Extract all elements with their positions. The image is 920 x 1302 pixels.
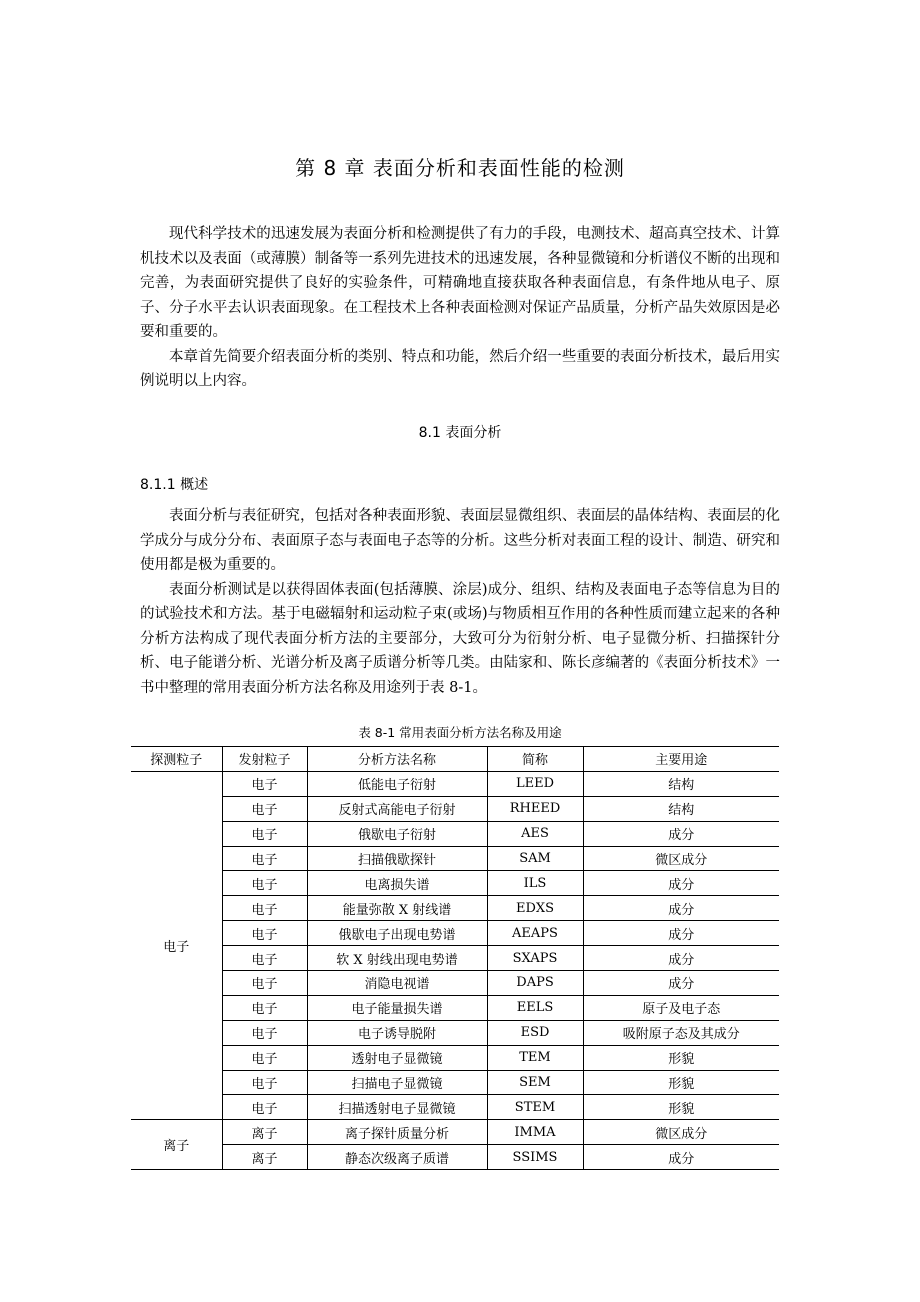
method-name-cell: 扫描电子显微镜 — [307, 1070, 487, 1095]
table-row — [131, 821, 779, 846]
method-name-cell: 电离损失谱 — [307, 871, 487, 896]
emitted-particle-cell: 离子 — [222, 1120, 307, 1145]
table-row — [131, 1120, 779, 1145]
method-name-cell: 离子探针质量分析 — [307, 1120, 487, 1145]
method-name-cell: 电子能量损失谱 — [307, 995, 487, 1020]
method-name-cell: 俄歇电子出现电势谱 — [307, 921, 487, 946]
usage-cell: 微区成分 — [583, 1120, 779, 1145]
table-header-row — [131, 747, 779, 772]
table-row — [131, 946, 779, 971]
abbreviation-cell: SXAPS — [487, 946, 583, 971]
method-name-cell: 扫描透射电子显微镜 — [307, 1095, 487, 1120]
abbreviation-cell: SEM — [487, 1070, 583, 1095]
emitted-particle-cell: 电子 — [222, 821, 307, 846]
emitted-particle-cell: 电子 — [222, 896, 307, 921]
table-row — [131, 846, 779, 871]
abbreviation-cell: IMMA — [487, 1120, 583, 1145]
usage-cell: 原子及电子态 — [583, 995, 779, 1020]
usage-cell: 成分 — [583, 871, 779, 896]
probe-particle-cell: 电子 — [131, 771, 222, 1119]
header-cell: 发射粒子 — [222, 747, 307, 772]
header-cell: 简称 — [487, 747, 583, 772]
probe-particle-cell: 离子 — [131, 1120, 222, 1170]
abbreviation-cell: RHEED — [487, 796, 583, 821]
abbreviation-cell: LEED — [487, 771, 583, 796]
table-row — [131, 796, 779, 821]
section-title: 8.1 表面分析 — [418, 425, 502, 441]
usage-cell: 吸附原子态及其成分 — [583, 1020, 779, 1045]
table-row — [131, 871, 779, 896]
abbreviation-cell: AEAPS — [487, 921, 583, 946]
usage-cell: 成分 — [583, 946, 779, 971]
abbreviation-cell: AES — [487, 821, 583, 846]
emitted-particle-cell: 电子 — [222, 796, 307, 821]
emitted-particle-cell: 电子 — [222, 1095, 307, 1120]
abbreviation-cell: TEM — [487, 1045, 583, 1070]
overview-paragraph: 表面分析测试是以获得固体表面(包括薄膜、涂层)成分、组织、结构及表面电子态等信息为目的的试验技术和方法。基于电磁辐射和运动粒子束(或场)与物质相互作用的各种性质而建立起来的各种分析方法构成了现代表面分析方法的主要部分，大致可分为衍射分析、电子显微分析、扫描探针分析、电子能谱分析、光谱分析及离子质谱分析等几类。由陆家和、陈长彦编著的《表面分析技术》一书中整理的常用表面分析方法名称及用途列于表 8-1。 — [140, 581, 780, 696]
header-cell: 探测粒子 — [131, 747, 222, 772]
table-row — [131, 771, 779, 796]
emitted-particle-cell: 电子 — [222, 946, 307, 971]
method-name-cell: 能量弥散 X 射线谱 — [307, 896, 487, 921]
abbreviation-cell: ESD — [487, 1020, 583, 1045]
table-row — [131, 1070, 779, 1095]
abbreviation-cell: EELS — [487, 995, 583, 1020]
table-row — [131, 921, 779, 946]
usage-cell: 形貌 — [583, 1070, 779, 1095]
emitted-particle-cell: 电子 — [222, 1045, 307, 1070]
abbreviation-cell: STEM — [487, 1095, 583, 1120]
intro-text — [140, 222, 780, 394]
table-row — [131, 1020, 779, 1045]
header-cell: 分析方法名称 — [307, 747, 487, 772]
abbreviation-cell: SSIMS — [487, 1145, 583, 1170]
usage-cell: 结构 — [583, 771, 779, 796]
overview-paragraph: 表面分析与表征研究，包括对各种表面形貌、表面层显微组织、表面层的晶体结构、表面层的化学成分与成分分布、表面原子态与表面电子态等的分析。这些分析对表面工程的设计、制造、研究和使用都是极为重要的。 — [140, 508, 780, 573]
table-body — [131, 771, 779, 1169]
table-row — [131, 1145, 779, 1170]
method-name-cell: 电子诱导脱附 — [307, 1020, 487, 1045]
method-name-cell: 扫描俄歇探针 — [307, 846, 487, 871]
abbreviation-cell: DAPS — [487, 971, 583, 996]
abbreviation-cell: ILS — [487, 871, 583, 896]
abbreviation-cell: EDXS — [487, 896, 583, 921]
intro-paragraph: 现代科学技术的迅速发展为表面分析和检测提供了有力的手段，电测技术、超高真空技术、计算机技术以及表面（或薄膜）制备等一系列先进技术的迅速发展，各种显微镜和分析谱仪不断的出现和完善，为表面研究提供了良好的实验条件，可精确地直接获取各种表面信息，有条件地从电子、原子、分子水平去认识表面现象。在工程技术上各种表面检测对保证产品质量，分析产品失效原因是必要和重要的。 — [140, 226, 780, 340]
emitted-particle-cell: 电子 — [222, 921, 307, 946]
usage-cell: 形貌 — [583, 1045, 779, 1070]
method-name-cell: 低能电子衍射 — [307, 771, 487, 796]
usage-cell: 成分 — [583, 896, 779, 921]
method-name-cell: 反射式高能电子衍射 — [307, 796, 487, 821]
emitted-particle-cell: 电子 — [222, 995, 307, 1020]
emitted-particle-cell: 离子 — [222, 1145, 307, 1170]
method-name-cell: 消隐电视谱 — [307, 971, 487, 996]
emitted-particle-cell: 电子 — [222, 1070, 307, 1095]
emitted-particle-cell: 电子 — [222, 846, 307, 871]
intro-paragraph: 本章首先简要介绍表面分析的类别、特点和功能，然后介绍一些重要的表面分析技术，最后用实例说明以上内容。 — [140, 348, 780, 389]
methods-table — [131, 746, 779, 1170]
emitted-particle-cell: 电子 — [222, 1020, 307, 1045]
method-name-cell: 俄歇电子衍射 — [307, 821, 487, 846]
usage-cell: 成分 — [583, 821, 779, 846]
emitted-particle-cell: 电子 — [222, 871, 307, 896]
method-name-cell: 透射电子显微镜 — [307, 1045, 487, 1070]
usage-cell: 成分 — [583, 921, 779, 946]
subsection-title: 8.1.1 概述 — [140, 477, 209, 493]
usage-cell: 微区成分 — [583, 846, 779, 871]
emitted-particle-cell: 电子 — [222, 971, 307, 996]
table-caption: 表 8-1 常用表面分析方法名称及用途 — [358, 725, 562, 740]
usage-cell: 成分 — [583, 1145, 779, 1170]
table-row — [131, 1095, 779, 1120]
table-row — [131, 971, 779, 996]
chapter-title: 第 8 章 表面分析和表面性能的检测 — [295, 156, 625, 180]
method-name-cell: 软 X 射线出现电势谱 — [307, 946, 487, 971]
usage-cell: 形貌 — [583, 1095, 779, 1120]
abbreviation-cell: SAM — [487, 846, 583, 871]
method-name-cell: 静态次级离子质谱 — [307, 1145, 487, 1170]
table-row — [131, 995, 779, 1020]
usage-cell: 成分 — [583, 971, 779, 996]
usage-cell: 结构 — [583, 796, 779, 821]
table-row — [131, 896, 779, 921]
emitted-particle-cell: 电子 — [222, 771, 307, 796]
table-row — [131, 1045, 779, 1070]
overview-text — [140, 504, 780, 700]
header-cell: 主要用途 — [583, 747, 779, 772]
